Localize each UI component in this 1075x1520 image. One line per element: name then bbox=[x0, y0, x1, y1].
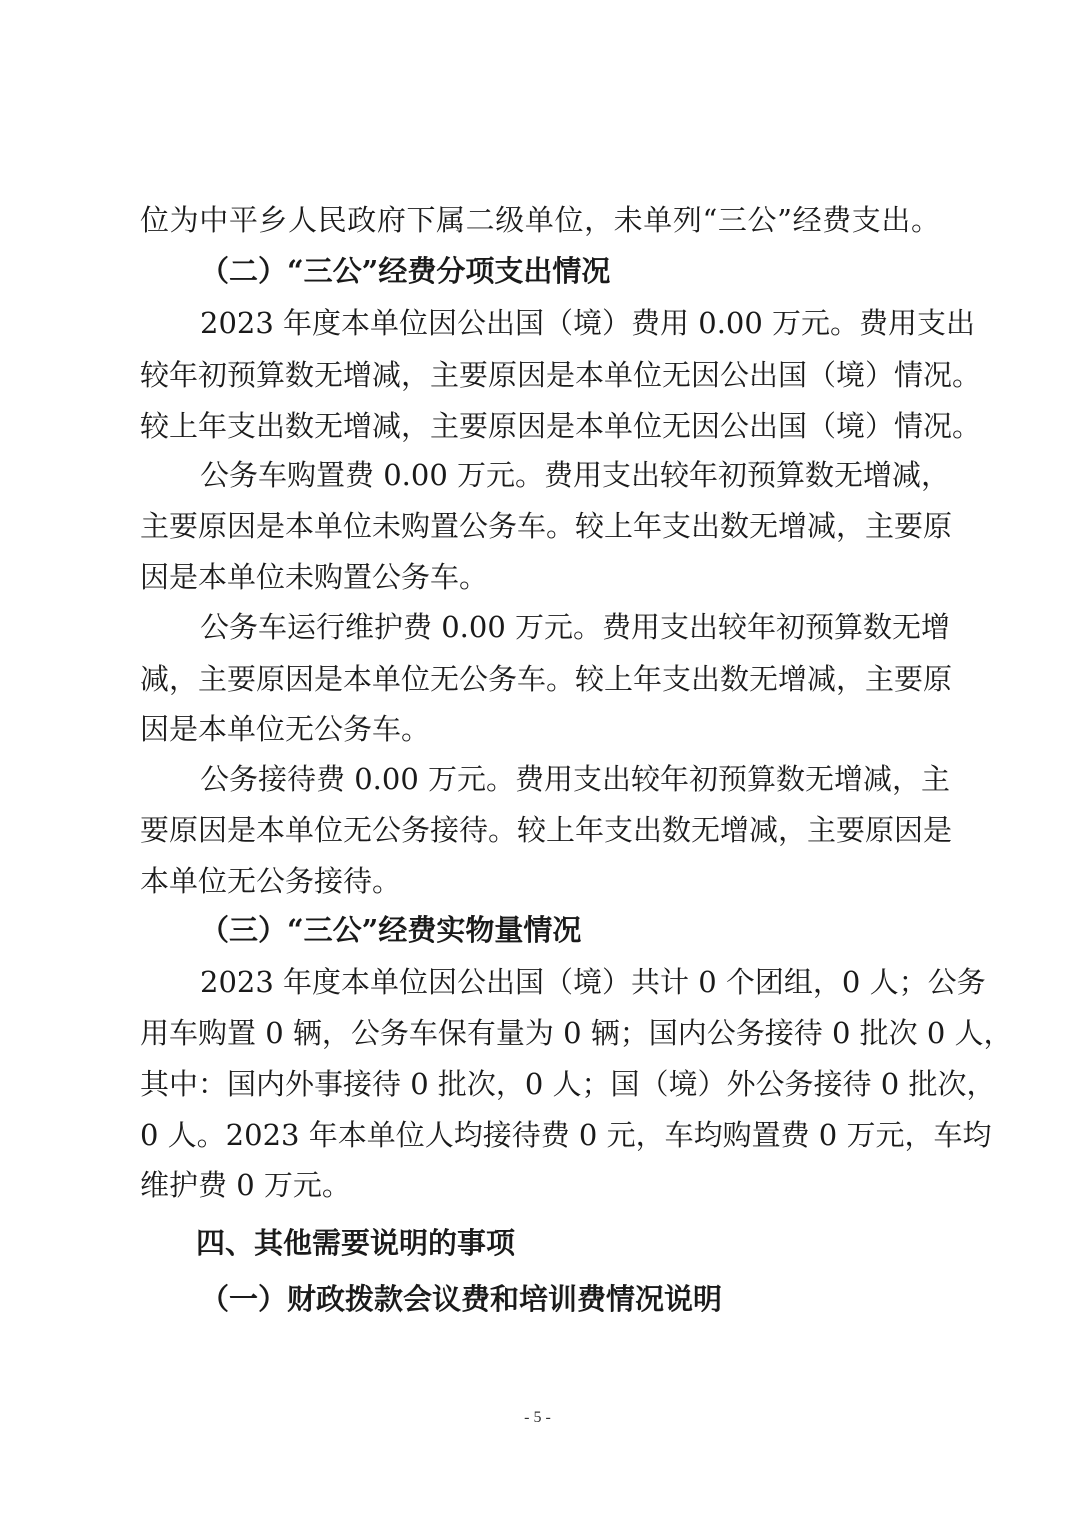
paragraph-line: 0 人。2023 年本单位人均接待费 0 元，车均购置费 0 万元，车均 bbox=[140, 1118, 992, 1152]
paragraph-line: 公务车购置费 0.00 万元。费用支出较年初预算数无增减， bbox=[200, 458, 951, 492]
paragraph-line: 维护费 0 万元。 bbox=[140, 1168, 351, 1202]
paragraph-line: 较年初预算数无增减，主要原因是本单位无因公出国（境）情况。 bbox=[140, 358, 982, 392]
chapter-heading: 四、其他需要说明的事项 bbox=[196, 1226, 516, 1260]
section-heading: （二）“三公”经费分项支出情况 bbox=[200, 254, 611, 288]
paragraph-line: 用车购置 0 辆，公务车保有量为 0 辆；国内公务接待 0 批次 0 人， bbox=[140, 1016, 1013, 1050]
paragraph-line: 2023 年度本单位因公出国（境）费用 0.00 万元。费用支出 bbox=[200, 306, 976, 340]
paragraph-line: 本单位无公务接待。 bbox=[140, 864, 402, 898]
paragraph-line: 因是本单位未购置公务车。 bbox=[140, 560, 489, 594]
paragraph-line: 公务接待费 0.00 万元。费用支出较年初预算数无增减，主 bbox=[200, 762, 951, 796]
paragraph-line: 减，主要原因是本单位无公务车。较上年支出数无增减，主要原 bbox=[140, 662, 953, 696]
paragraph-line: 公务车运行维护费 0.00 万元。费用支出较年初预算数无增 bbox=[200, 610, 951, 644]
section-heading: （三）“三公”经费实物量情况 bbox=[200, 913, 582, 947]
paragraph-line: 主要原因是本单位未购置公务车。较上年支出数无增减，主要原 bbox=[140, 509, 953, 543]
paragraph-line: 2023 年度本单位因公出国（境）共计 0 个团组，0 人；公务 bbox=[200, 965, 986, 999]
paragraph-line: 位为中平乡人民政府下属二级单位，未单列“三公”经费支出。 bbox=[140, 203, 940, 237]
paragraph-line: 较上年支出数无增减，主要原因是本单位无因公出国（境）情况。 bbox=[140, 409, 982, 443]
paragraph-line: 要原因是本单位无公务接待。较上年支出数无增减，主要原因是 bbox=[140, 813, 953, 847]
page-number: - 5 - bbox=[524, 1409, 551, 1426]
paragraph-line: 因是本单位无公务车。 bbox=[140, 712, 431, 746]
section-heading: （一）财政拨款会议费和培训费情况说明 bbox=[200, 1282, 723, 1316]
paragraph-line: 其中：国内外事接待 0 批次，0 人；国（境）外公务接待 0 批次， bbox=[140, 1067, 996, 1101]
